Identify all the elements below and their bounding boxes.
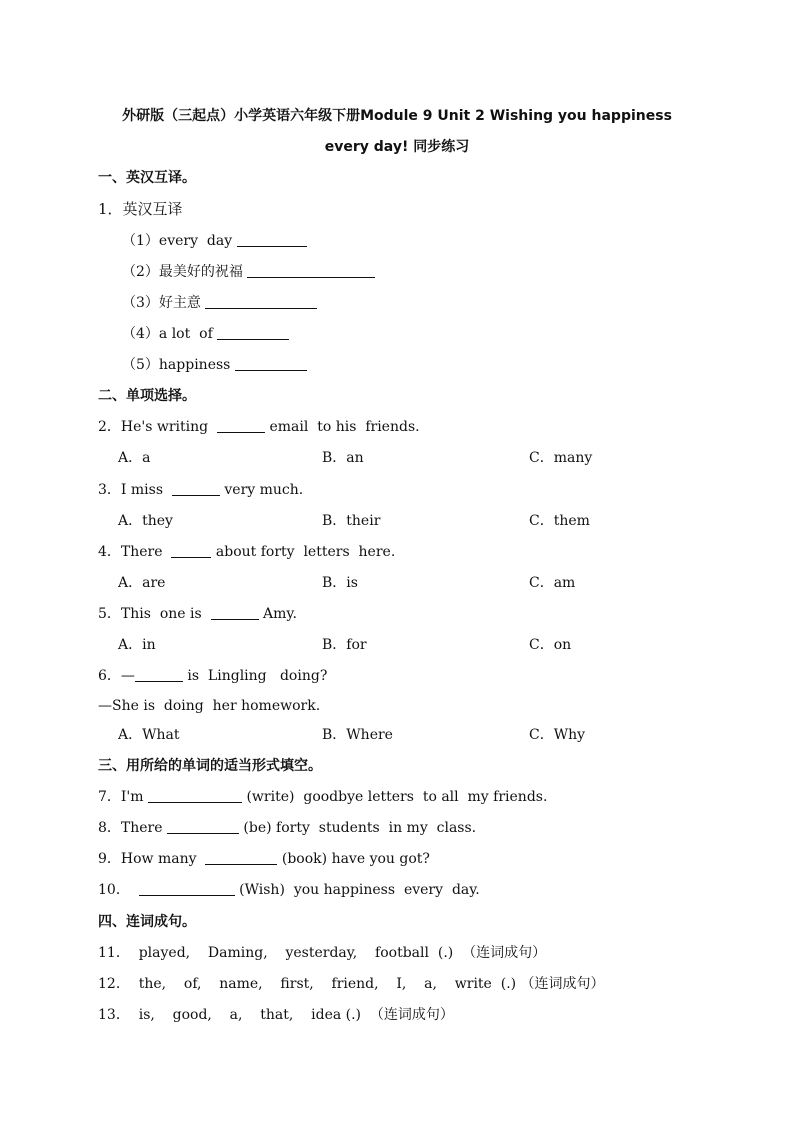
option-c[interactable]: C．Why xyxy=(529,727,586,743)
question-4: 4．There about forty letters here. xyxy=(98,544,396,560)
answer-blank[interactable] xyxy=(237,232,307,247)
question-5: 5．This one is Amy. xyxy=(98,606,297,622)
option-c[interactable]: C．am xyxy=(529,575,576,591)
question-11: 11． played, Daming, yesterday, football (.) （连词成句） xyxy=(98,945,547,961)
translation-item-4: （4）a lot of xyxy=(122,324,289,344)
answer-blank[interactable] xyxy=(235,356,307,371)
translation-item-1: （1）every day xyxy=(122,231,307,251)
answer-blank[interactable] xyxy=(135,667,183,682)
question-3: 3．I miss very much. xyxy=(98,482,304,498)
option-a[interactable]: A．in xyxy=(118,637,156,653)
question-12: 12． the, of, name, first, friend, I, a, write (.) （连词成句） xyxy=(98,976,605,992)
answer-blank[interactable] xyxy=(217,418,265,433)
option-b[interactable]: B．an xyxy=(322,450,364,466)
translation-item-3: （3）好主意 xyxy=(122,293,317,313)
question-8: 8．There (be) forty students in my class. xyxy=(98,820,477,836)
answer-blank[interactable] xyxy=(205,294,317,309)
answer-blank[interactable] xyxy=(172,481,220,496)
question-2: 2．He's writing email to his friends. xyxy=(98,419,420,435)
option-c[interactable]: C．on xyxy=(529,637,572,653)
section-heading-multiple-choice: 二、单项选择。 xyxy=(98,388,196,404)
question-6-response: —She is doing her homework. xyxy=(98,698,321,714)
option-b[interactable]: B．for xyxy=(322,637,367,653)
answer-blank[interactable] xyxy=(217,325,289,340)
option-b[interactable]: B．their xyxy=(322,513,381,529)
option-b[interactable]: B．Where xyxy=(322,727,393,743)
answer-blank[interactable] xyxy=(211,605,259,620)
question-9: 9．How many (book) have you got? xyxy=(98,851,430,867)
question-7: 7．I'm (write) goodbye letters to all my friends. xyxy=(98,789,548,805)
option-c[interactable]: C．them xyxy=(529,513,590,529)
doc-title-line1: 外研版（三起点）小学英语六年级下册Module 9 Unit 2 Wishing you happiness xyxy=(122,108,672,124)
answer-blank[interactable] xyxy=(167,819,239,834)
option-a[interactable]: A．What xyxy=(118,727,180,743)
option-b[interactable]: B．is xyxy=(322,575,358,591)
option-a[interactable]: A．are xyxy=(118,575,166,591)
answer-blank[interactable] xyxy=(171,543,211,558)
question-10: 10． (Wish) you happiness every day. xyxy=(98,882,480,898)
answer-blank[interactable] xyxy=(205,850,277,865)
translation-item-5: （5）happiness xyxy=(122,355,307,375)
answer-blank[interactable] xyxy=(139,881,235,896)
option-c[interactable]: C．many xyxy=(529,450,593,466)
question-6: 6．— is Lingling doing? xyxy=(98,668,328,684)
doc-title-line2: every day! 同步练习 xyxy=(324,139,470,155)
section-heading-translation: 一、英汉互译。 xyxy=(98,170,196,186)
answer-blank[interactable] xyxy=(148,788,242,803)
option-a[interactable]: A．a xyxy=(118,450,151,466)
section-heading-sentence-building: 四、连词成句。 xyxy=(98,914,196,930)
question-1: 1．英汉互译 xyxy=(98,200,183,218)
section-heading-fill-in: 三、用所给的单词的适当形式填空。 xyxy=(98,758,322,774)
translation-item-2: （2）最美好的祝福 xyxy=(122,262,375,282)
answer-blank[interactable] xyxy=(247,263,375,278)
question-13: 13． is, good, a, that, idea (.) （连词成句） xyxy=(98,1007,454,1023)
option-a[interactable]: A．they xyxy=(118,513,173,529)
